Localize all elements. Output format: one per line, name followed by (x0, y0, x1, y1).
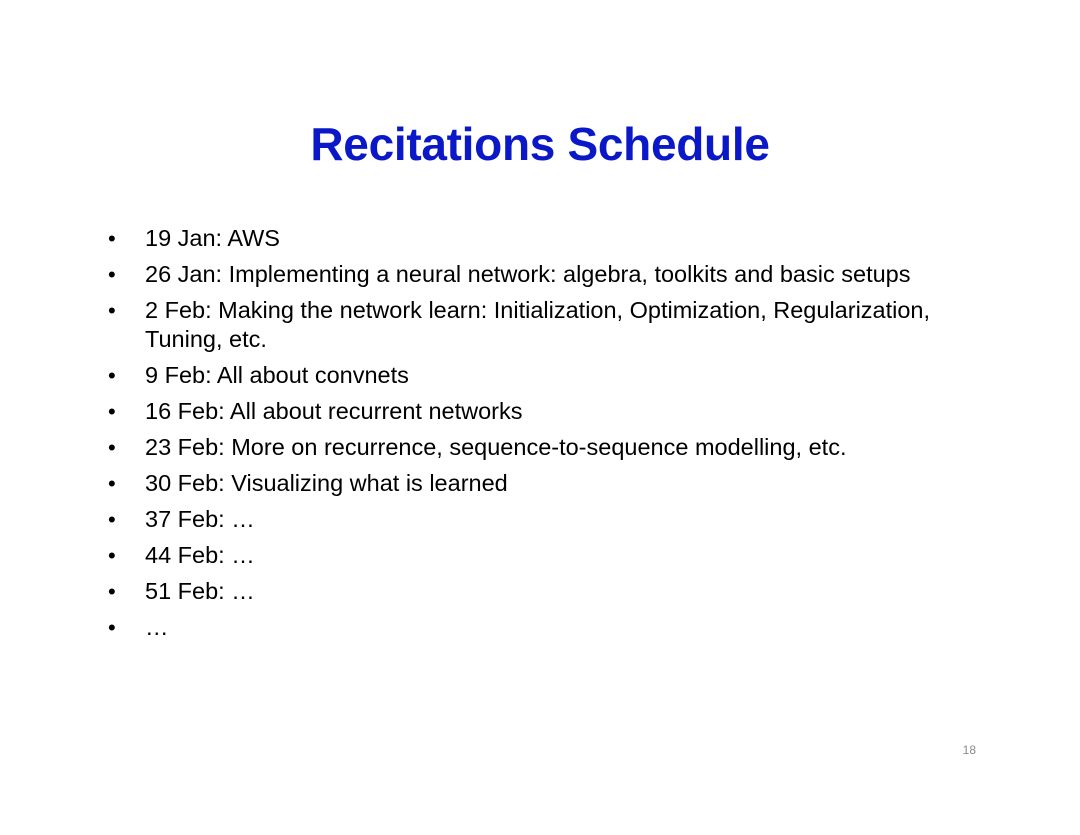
list-item-text: 9 Feb: All about convnets (145, 362, 409, 388)
list-item (108, 296, 988, 354)
list-item (108, 433, 988, 462)
bullet-icon: • (108, 543, 116, 568)
list-item-text: 2 Feb: Making the network learn: Initialization, Optimization, Regularization, Tuning, etc. (145, 297, 931, 352)
bullet-icon: • (108, 435, 116, 460)
list-item (108, 505, 988, 534)
list-item-text: 37 Feb: … (145, 506, 255, 532)
bullet-icon: • (108, 615, 116, 640)
list-item-text: 23 Feb: More on recurrence, sequence-to-sequence modelling, etc. (145, 434, 847, 460)
list-item (108, 469, 988, 498)
page-number: 18 (962, 743, 976, 757)
bullet-icon: • (108, 399, 116, 424)
list-item (108, 397, 988, 426)
list-item (108, 361, 988, 390)
list-item-text: 44 Feb: … (145, 542, 255, 568)
bullet-icon: • (108, 226, 116, 251)
list-item (108, 224, 988, 253)
list-item-text: 26 Jan: Implementing a neural network: algebra, toolkits and basic setups (145, 261, 911, 287)
list-item-text: 30 Feb: Visualizing what is learned (145, 470, 508, 496)
bullet-icon: • (108, 363, 116, 388)
bullet-icon: • (108, 579, 116, 604)
list-item (108, 577, 988, 606)
slide-title: Recitations Schedule (310, 118, 770, 170)
bullet-icon: • (108, 262, 116, 287)
bullet-icon: • (108, 298, 116, 323)
list-item-text: … (145, 614, 169, 640)
list-item (108, 541, 988, 570)
list-item-text: 51 Feb: … (145, 578, 255, 604)
list-item-text: 19 Jan: AWS (145, 225, 280, 251)
bullet-icon: • (108, 471, 116, 496)
list-item-text: 16 Feb: All about recurrent networks (145, 398, 523, 424)
list-item (108, 260, 988, 289)
list-item (108, 613, 988, 642)
bullet-icon: • (108, 507, 116, 532)
bullet-list (108, 224, 988, 649)
